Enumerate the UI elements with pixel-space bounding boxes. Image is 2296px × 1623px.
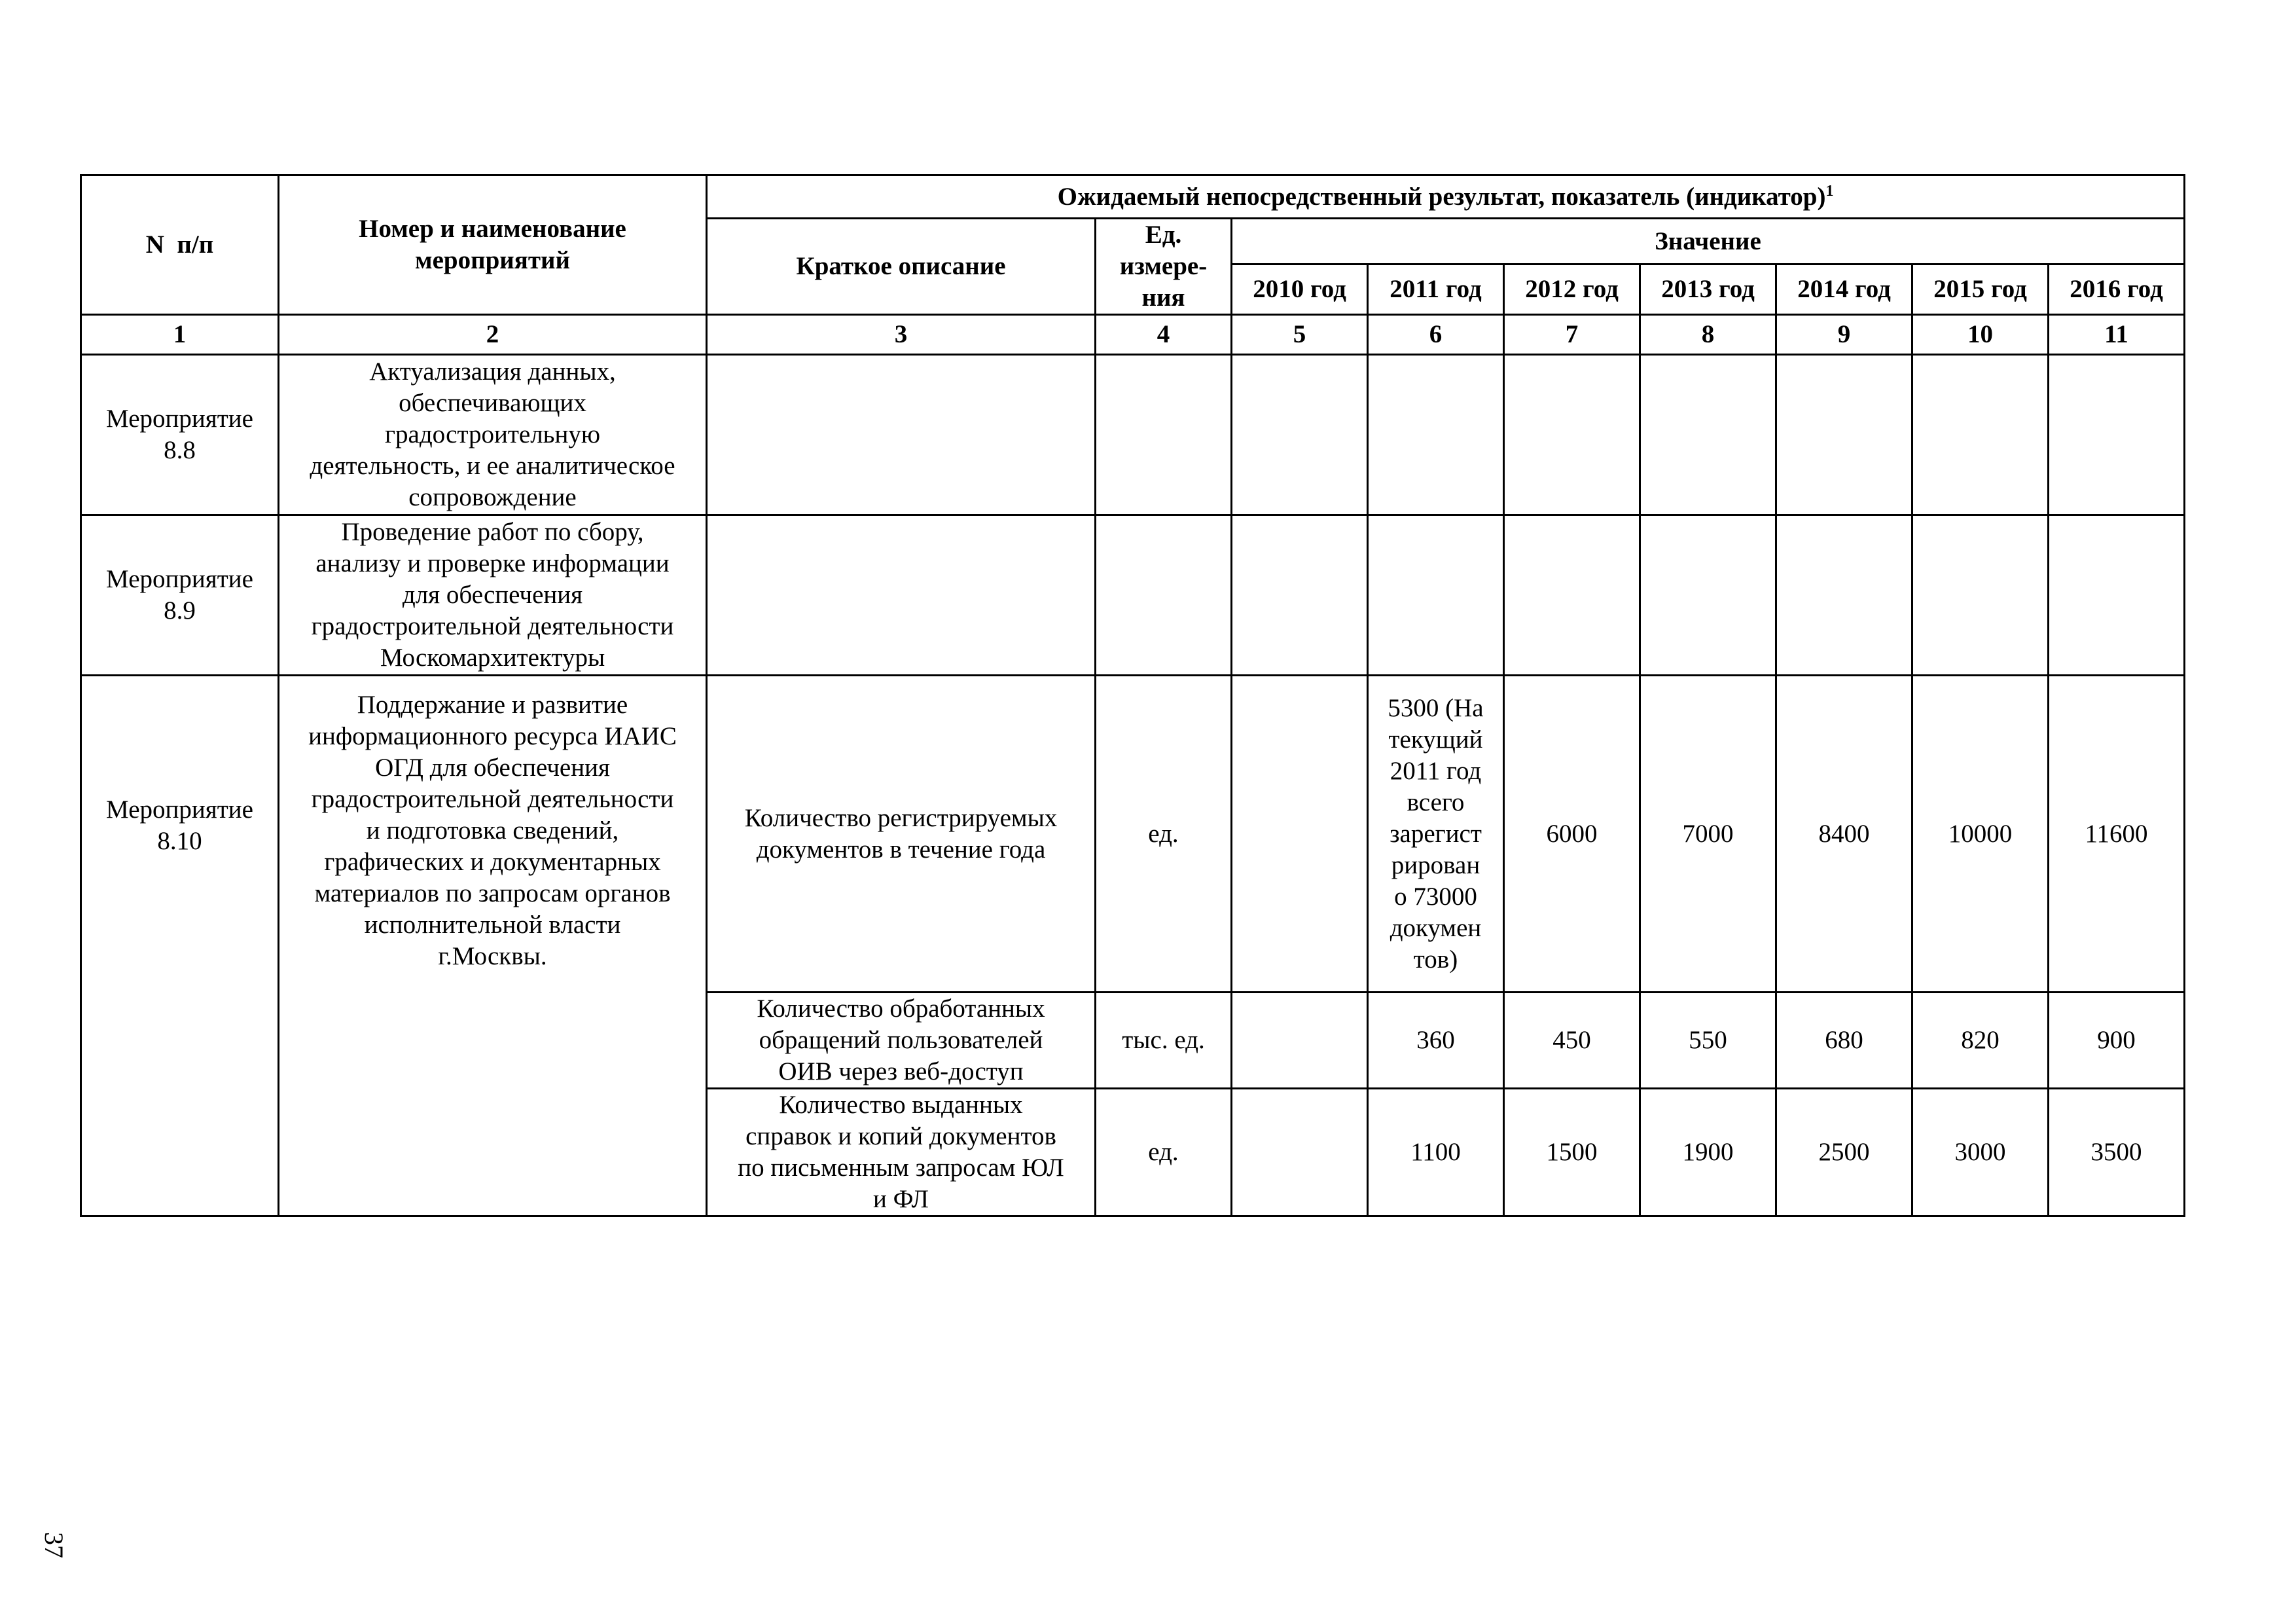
table-row: [81, 355, 2185, 515]
empty-cell: [1096, 355, 1232, 515]
table-row: [81, 515, 2185, 676]
column-number: 2: [279, 315, 707, 355]
indicator-unit: тыс. ед.: [1096, 993, 1232, 1089]
indicator-unit: ед.: [1096, 676, 1232, 993]
value-2011: 1100: [1368, 1089, 1504, 1216]
empty-cell: [1776, 515, 1912, 676]
expected-result-text: Ожидаемый непосредственный результат, показатель (индикатор): [1057, 182, 1826, 211]
event-number: Мероприятие 8.9: [81, 515, 279, 676]
year-2012: 2012 год: [1504, 264, 1640, 315]
empty-cell: [707, 355, 1096, 515]
year-2010: 2010 год: [1232, 264, 1368, 315]
event-name: Поддержание и развитие информационного ресурса ИАИС ОГД для обеспечения градостроительной деятельности и подготовка сведений, графических и документарных материалов по запросам органов исполнительной власти г.Москвы.: [279, 676, 707, 1216]
indicator-description: Количество выданных справок и копий документов по письменным запросам ЮЛ и ФЛ: [707, 1089, 1096, 1216]
header-row-1: [81, 175, 2185, 219]
value-2010: [1232, 676, 1368, 993]
value-2014: 680: [1776, 993, 1912, 1089]
column-number: 7: [1504, 315, 1640, 355]
header-expected-result: [707, 175, 2185, 219]
value-2014: 2500: [1776, 1089, 1912, 1216]
table-row: [81, 676, 2185, 993]
empty-cell: [1504, 515, 1640, 676]
empty-cell: [1232, 355, 1368, 515]
column-number: 6: [1368, 315, 1504, 355]
event-number: Мероприятие 8.8: [81, 355, 279, 515]
value-2012: 6000: [1504, 676, 1640, 993]
value-2011: 5300 (На текущий 2011 год всего зарегист рирован о 73000 докумен тов): [1368, 676, 1504, 993]
column-number: 11: [2049, 315, 2185, 355]
program-table: [80, 174, 2185, 1217]
value-2012: 450: [1504, 993, 1640, 1089]
empty-cell: [1912, 515, 2049, 676]
year-2011: 2011 год: [1368, 264, 1504, 315]
year-2014: 2014 год: [1776, 264, 1912, 315]
indicator-unit: ед.: [1096, 1089, 1232, 1216]
indicator-description: Количество обработанных обращений пользователей ОИВ через веб-доступ: [707, 993, 1096, 1089]
empty-cell: [1368, 355, 1504, 515]
column-number: 9: [1776, 315, 1912, 355]
empty-cell: [1504, 355, 1640, 515]
header-event-name: Номер и наименование мероприятий: [279, 175, 707, 315]
empty-cell: [1640, 355, 1776, 515]
value-2015: 820: [1912, 993, 2049, 1089]
column-number: 5: [1232, 315, 1368, 355]
column-number: 1: [81, 315, 279, 355]
value-2016: 900: [2049, 993, 2185, 1089]
event-number: Мероприятие 8.10: [81, 676, 279, 1216]
empty-cell: [1096, 515, 1232, 676]
empty-cell: [2049, 515, 2185, 676]
column-number: 8: [1640, 315, 1776, 355]
value-2013: 7000: [1640, 676, 1776, 993]
event-name: Актуализация данных, обеспечивающих градостроительную деятельность, и ее аналитическое сопровождение: [279, 355, 707, 515]
column-numbers-row: [81, 315, 2185, 355]
year-2013: 2013 год: [1640, 264, 1776, 315]
value-2013: 1900: [1640, 1089, 1776, 1216]
value-2010: [1232, 993, 1368, 1089]
indicator-description: Количество регистрируемых документов в течение года: [707, 676, 1096, 993]
value-2012: 1500: [1504, 1089, 1640, 1216]
page-number: 37: [39, 1532, 69, 1558]
empty-cell: [2049, 355, 2185, 515]
value-2013: 550: [1640, 993, 1776, 1089]
header-short-description: Краткое описание: [707, 219, 1096, 315]
year-2015: 2015 год: [1912, 264, 2049, 315]
empty-cell: [707, 515, 1096, 676]
header-value: Значение: [1232, 219, 2185, 264]
column-number: 4: [1096, 315, 1232, 355]
value-2015: 10000: [1912, 676, 2049, 993]
empty-cell: [1776, 355, 1912, 515]
value-2016: 11600: [2049, 676, 2185, 993]
empty-cell: [1368, 515, 1504, 676]
empty-cell: [1912, 355, 2049, 515]
header-unit: Ед. измере- ния: [1096, 219, 1232, 315]
value-2014: 8400: [1776, 676, 1912, 993]
column-number: 3: [707, 315, 1096, 355]
value-2016: 3500: [2049, 1089, 2185, 1216]
year-2016: 2016 год: [2049, 264, 2185, 315]
column-number: 10: [1912, 315, 2049, 355]
value-2011: 360: [1368, 993, 1504, 1089]
event-name: Проведение работ по сбору, анализу и проверке информации для обеспечения градостроительной деятельности Москомархитектуры: [279, 515, 707, 676]
empty-cell: [1640, 515, 1776, 676]
value-2010: [1232, 1089, 1368, 1216]
empty-cell: [1232, 515, 1368, 676]
footnote-mark: 1: [1825, 182, 1834, 200]
value-2015: 3000: [1912, 1089, 2049, 1216]
header-n-pp: N п/п: [81, 175, 279, 315]
